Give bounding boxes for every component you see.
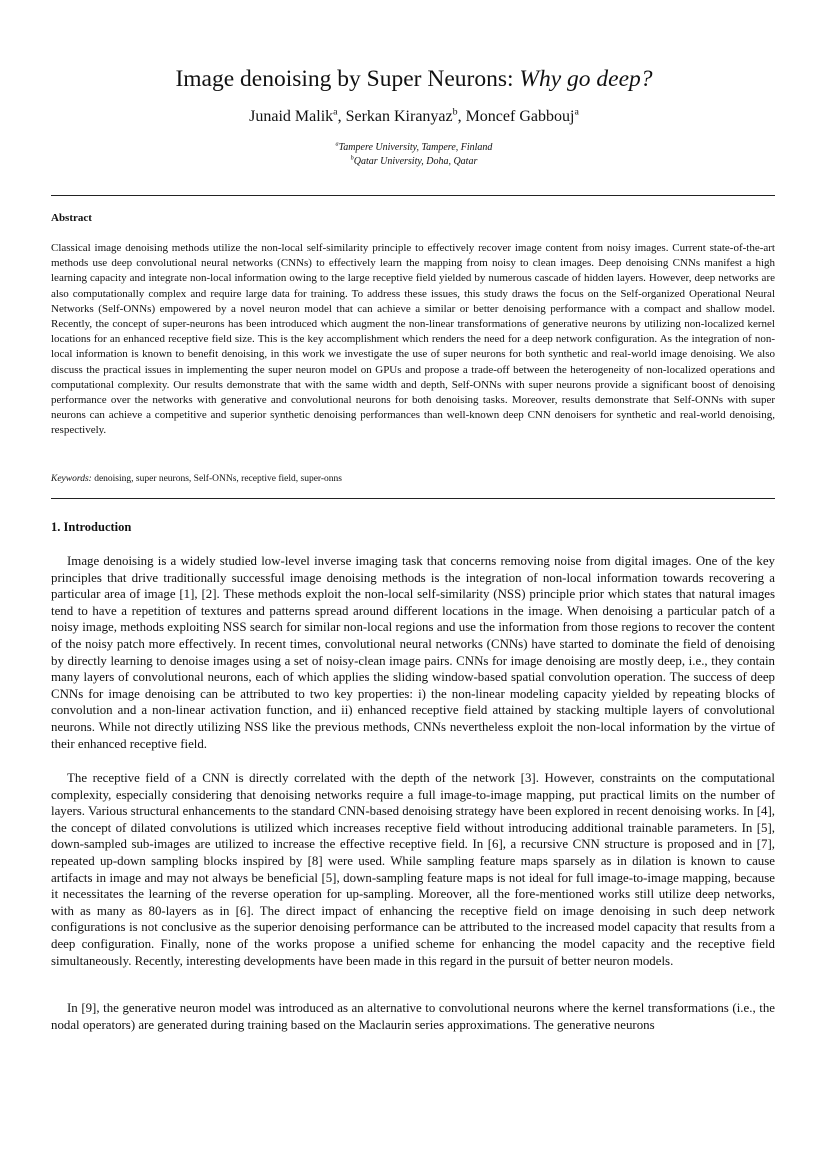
affiliation-text: Qatar University, Doha, Qatar bbox=[353, 156, 478, 167]
section-heading: 1. Introduction bbox=[51, 520, 132, 534]
top-divider bbox=[51, 195, 775, 196]
affiliation bbox=[0, 155, 828, 169]
author-name: Moncef Gabbouj bbox=[465, 108, 575, 125]
abstract-heading: Abstract bbox=[51, 212, 92, 224]
affiliation-mark: b bbox=[350, 154, 354, 162]
affiliation-mark: a bbox=[335, 140, 339, 148]
body-paragraph: In [9], the generative neuron model was introduced as an alternative to convolutional neurons where the kernel transformations (i.e., the nodal operators) are generated during training based on the Maclaurin series approximations. The generative neurons bbox=[51, 1001, 775, 1032]
abstract-divider bbox=[51, 498, 775, 499]
author-separator: , bbox=[337, 108, 346, 125]
author-affiliation-mark: a bbox=[574, 106, 579, 118]
abstract-body: Classical image denoising methods utilize the non-local self-similarity principle to effectively recover image content from noisy images. Current state-of-the-art methods use deep convolutional neural networks (CNNs) to effectively learn the mapping from noisy to clean images. Deep denoising CNNs manifest a high learning capacity and integrate non-local information owing to the large receptive field yielded by numerous cascade of hidden layers. However, deep networks are also computationally complex and require large data for training. To address these issues, this study draws the focus on the Self-organized Operational Neural Networks (Self-ONNs) empowered by a novel neuron model that can achieve a similar or better denoising performance with a compact and shallow model. Recently, the concept of super-neurons has been introduced which augment the non-linear transformations of generative neurons by utilizing non-localized kernel locations for an enhanced receptive field size. This is the key accomplishment which renders the need for a deep network configuration. As the integration of non-local information is known to benefit denoising, in this work we investigate the use of super neurons for both synthetic and real-world image denoising. We also discuss the practical issues in implementing the super neuron model on GPUs and propose a trade-off between the heterogeneity of non-localized operations and computational complexity. Our results demonstrate that with the same width and depth, Self-ONNs with super neurons provide a significant boost of denoising performance over the networks with generative and convolutional neurons for both denoising tasks. Moreover, results demonstrate that Self-ONNs with super neurons can achieve a competitive and superior synthetic denoising performances than well-known deep CNN denoisers for synthetic and real-world denoising, respectively. bbox=[51, 242, 775, 437]
paper-title bbox=[0, 64, 828, 94]
author-list bbox=[0, 106, 828, 128]
title-main: Image denoising by Super Neurons: bbox=[175, 66, 520, 92]
keywords-label: Keywords: bbox=[51, 474, 92, 484]
author-separator: , bbox=[457, 108, 466, 125]
body-paragraph: Image denoising is a widely studied low-level inverse imaging task that concerns removing noise from digital images. One of the key principles that drive traditionally successful image denoising methods is the integration of non-local information towards recovering a particular area of image [1], [2]. These methods exploit the non-local self-similarity (NSS) principle prior which states that natural images tend to have a repetition of textures and patterns spread around different locations in the image. When denoising a particular patch of a noisy image, methods exploiting NSS search for similar non-local regions and use the information from those regions to recover the content of the noisy patch more effectively. In recent times, convolutional neural networks (CNNs) have started to dominate the field of denoising by directly learning to denoise images using a set of noisy-clean image pairs. CNNs for image denoising are mostly deep, i.e., they contain many layers of convolutional neurons, each of which applies the sliding window-based spatial convolution operation. The success of deep CNNs for image denoising can be attributed to two key properties: i) the non-linear modeling capacity yielded by repeating blocks of convolution and a non-linear activation function, and ii) enhanced receptive field attained by stacking multiple layers of convolutional neurons. While not directly utilizing NSS like the previous methods, CNNs nevertheless exploit the non-local information by the virtue of their enhanced receptive field. bbox=[51, 554, 775, 751]
body-paragraph: The receptive field of a CNN is directly correlated with the depth of the network [3]. However, constraints on the computational complexity, especially considering that denoising networks require a full image-to-image mapping, put practical limits on the number of layers. Various structural enhancements to the standard CNN-based denoising strategy have been explored in recent denoising works. In [4], the concept of dilated convolutions is utilized which increases receptive field without introducing additional trainable parameters. In [5], down-sampled sub-images are utilized to increase the effective receptive field. In [6], a recursive CNN structure is proposed and in [7], repeated up-down sampling blocks inspired by [8] were used. While sampling feature maps sparsely as in dilation is known to cause artifacts in image and may not always be beneficial [5], down-sampling feature maps is not ideal for full image-to-image mapping, because it necessitates the learning of the reverse operation for up-sampling. Moreover, all the fore-mentioned works still utilize deep networks, with as many as 80-layers as in [6]. The direct impact of enhancing the receptive field on image denoising in such deep network configurations is not conclusive as the superior denoising performance can be attributed to the increased model capacity that results from a deep configuration. Finally, none of the works propose a unified scheme for enhancing the model capacity and the receptive field simultaneously. Recently, interesting developments have been made in this regard in the pursuit of better neuron models. bbox=[51, 771, 775, 968]
keywords-line bbox=[51, 473, 342, 486]
keywords-text: denoising, super neurons, Self-ONNs, receptive field, super-onns bbox=[94, 474, 342, 484]
affiliation bbox=[0, 141, 828, 155]
title-italic: Why go deep? bbox=[519, 66, 653, 92]
author-name: Junaid Malik bbox=[249, 108, 334, 125]
author-affiliation-mark: a bbox=[333, 106, 338, 118]
author-affiliation-mark: b bbox=[452, 106, 458, 118]
author-name: Serkan Kiranyaz bbox=[345, 108, 453, 125]
affiliation-text: Tampere University, Tampere, Finland bbox=[338, 142, 493, 153]
